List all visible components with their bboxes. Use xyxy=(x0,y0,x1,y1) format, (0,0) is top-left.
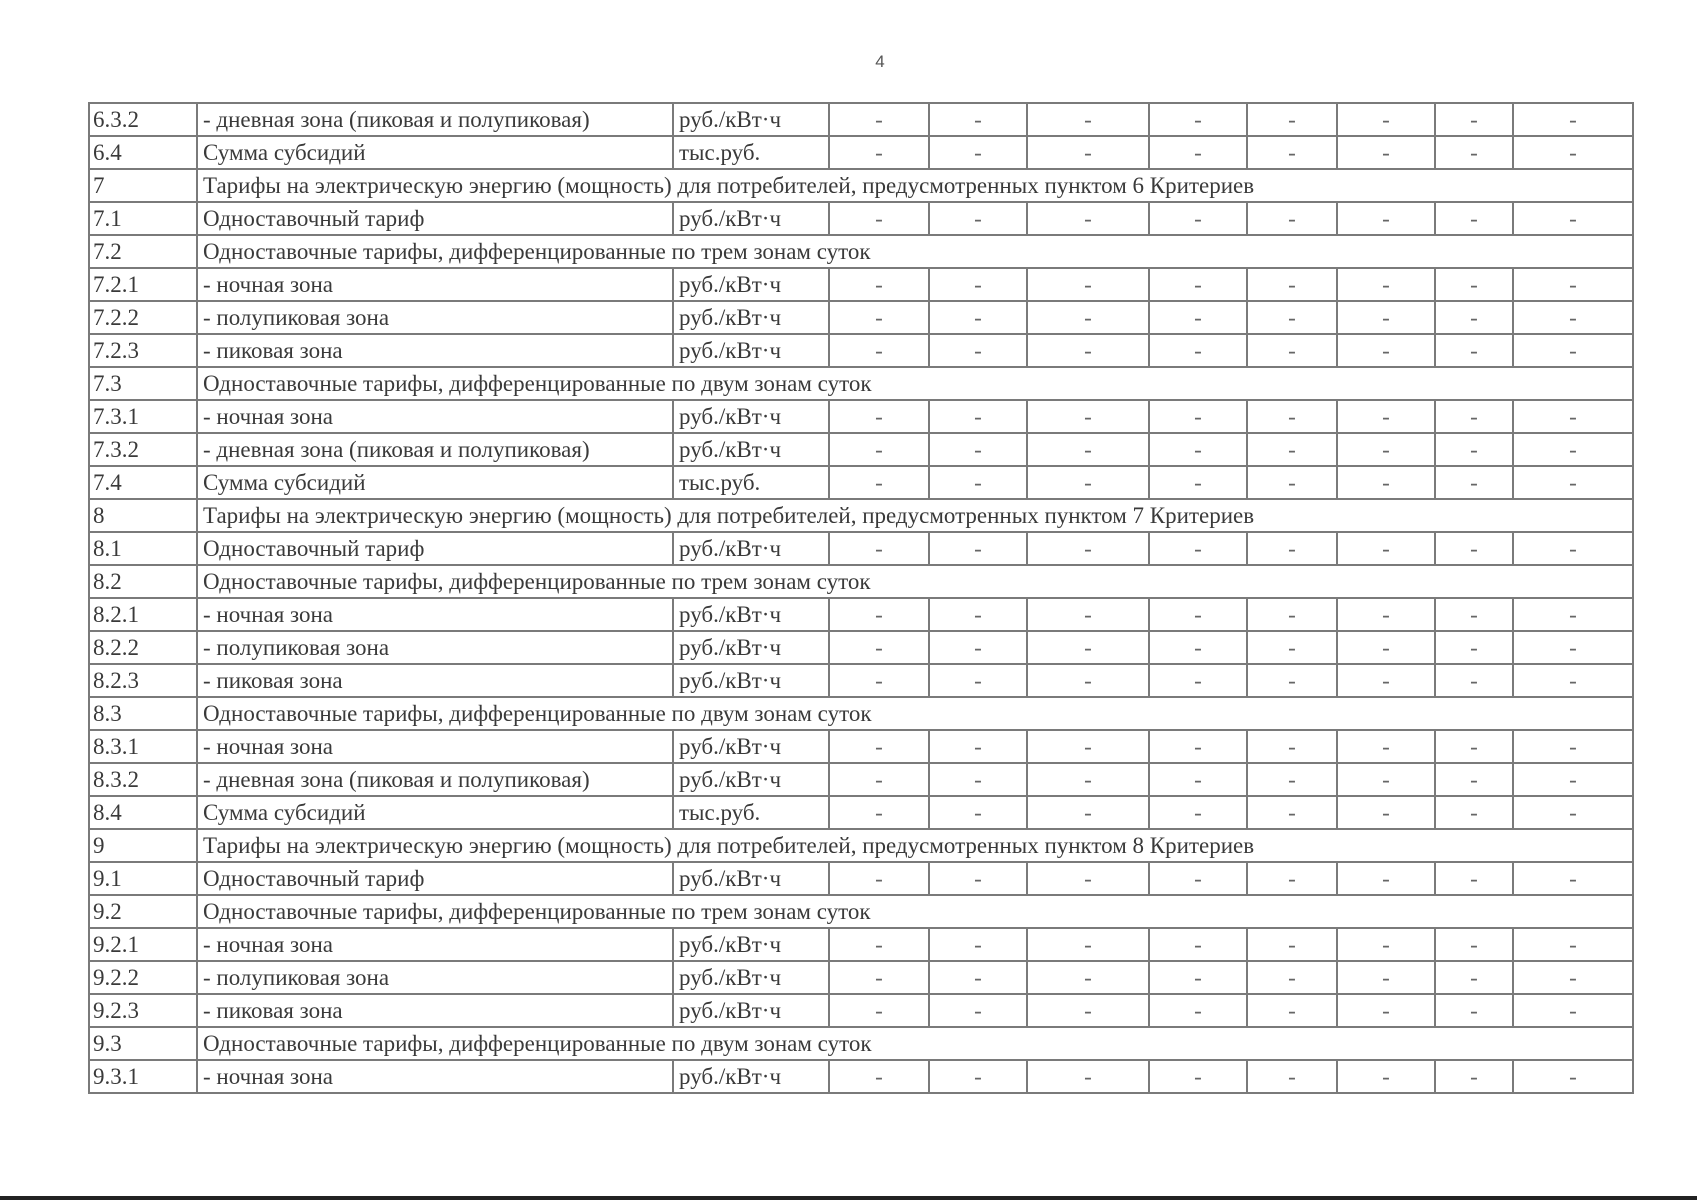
value-cell: - xyxy=(1513,763,1633,796)
unit: руб./кВт·ч xyxy=(673,268,829,301)
value-cell: - xyxy=(1027,862,1149,895)
indicator-name: - ночная зона xyxy=(197,928,673,961)
value-cell: - xyxy=(1435,730,1513,763)
value-cell: - xyxy=(1149,433,1247,466)
value-cell: - xyxy=(1027,532,1149,565)
table-row xyxy=(89,334,1633,367)
value-cell: - xyxy=(929,796,1027,829)
value-cell: - xyxy=(1435,433,1513,466)
row-number: 7.3 xyxy=(89,367,197,400)
row-number: 9.2.1 xyxy=(89,928,197,961)
value-cell: - xyxy=(1337,994,1435,1027)
value-cell: - xyxy=(829,730,929,763)
value-cell: - xyxy=(1247,994,1337,1027)
table-row xyxy=(89,103,1633,136)
row-number: 7 xyxy=(89,169,197,202)
value-cell: - xyxy=(1149,301,1247,334)
value-cell: - xyxy=(829,400,929,433)
value-cell: - xyxy=(1513,433,1633,466)
value-cell: - xyxy=(1027,631,1149,664)
value-cell: - xyxy=(1337,301,1435,334)
value-cell: - xyxy=(1149,1060,1247,1093)
row-number: 8.2.3 xyxy=(89,664,197,697)
unit: руб./кВт·ч xyxy=(673,961,829,994)
value-cell: - xyxy=(929,961,1027,994)
row-number: 7.2.3 xyxy=(89,334,197,367)
section-title: Тарифы на электрическую энергию (мощность) для потребителей, предусмотренных пунктом 8 Критериев xyxy=(197,829,1633,862)
value-cell: - xyxy=(1247,334,1337,367)
value-cell: - xyxy=(829,1060,929,1093)
value-cell: - xyxy=(1337,631,1435,664)
value-cell: - xyxy=(1149,763,1247,796)
indicator-name: - ночная зона xyxy=(197,400,673,433)
section-title: Одноставочные тарифы, дифференцированные по трем зонам суток xyxy=(197,235,1633,268)
value-cell: - xyxy=(1247,928,1337,961)
indicator-name: - пиковая зона xyxy=(197,664,673,697)
value-cell: - xyxy=(829,136,929,169)
value-cell: - xyxy=(1027,1060,1149,1093)
indicator-name: Одноставочный тариф xyxy=(197,862,673,895)
value-cell: - xyxy=(1513,862,1633,895)
value-cell: - xyxy=(1027,334,1149,367)
value-cell: - xyxy=(1435,136,1513,169)
row-number: 7.3.1 xyxy=(89,400,197,433)
row-number: 8.4 xyxy=(89,796,197,829)
table-row xyxy=(89,730,1633,763)
value-cell: - xyxy=(829,202,929,235)
value-cell: - xyxy=(1435,763,1513,796)
value-cell: - xyxy=(929,730,1027,763)
value-cell: - xyxy=(1435,961,1513,994)
value-cell: - xyxy=(1513,961,1633,994)
value-cell: - xyxy=(829,598,929,631)
value-cell: - xyxy=(1435,598,1513,631)
indicator-name: - полупиковая зона xyxy=(197,631,673,664)
table-row xyxy=(89,301,1633,334)
unit: тыс.руб. xyxy=(673,796,829,829)
value-cell: - xyxy=(1247,268,1337,301)
value-cell: - xyxy=(1247,664,1337,697)
value-cell: - xyxy=(1247,301,1337,334)
value-cell: - xyxy=(1149,994,1247,1027)
value-cell: - xyxy=(1027,202,1149,235)
value-cell: - xyxy=(829,994,929,1027)
value-cell: - xyxy=(1149,928,1247,961)
value-cell: - xyxy=(1513,103,1633,136)
value-cell: - xyxy=(1337,961,1435,994)
value-cell: - xyxy=(929,862,1027,895)
value-cell: - xyxy=(1149,796,1247,829)
row-number: 9 xyxy=(89,829,197,862)
value-cell: - xyxy=(929,301,1027,334)
value-cell: - xyxy=(1027,433,1149,466)
section-row xyxy=(89,499,1633,532)
section-row xyxy=(89,367,1633,400)
indicator-name: Сумма субсидий xyxy=(197,466,673,499)
unit: руб./кВт·ч xyxy=(673,994,829,1027)
value-cell: - xyxy=(1435,928,1513,961)
value-cell: - xyxy=(1149,202,1247,235)
value-cell: - xyxy=(1513,796,1633,829)
unit: руб./кВт·ч xyxy=(673,103,829,136)
value-cell: - xyxy=(1337,763,1435,796)
table-row xyxy=(89,202,1633,235)
unit: руб./кВт·ч xyxy=(673,532,829,565)
value-cell: - xyxy=(1337,928,1435,961)
row-number: 8.3 xyxy=(89,697,197,730)
row-number: 8.3.2 xyxy=(89,763,197,796)
value-cell: - xyxy=(1435,532,1513,565)
value-cell: - xyxy=(1027,730,1149,763)
value-cell: - xyxy=(1435,466,1513,499)
value-cell: - xyxy=(1435,1060,1513,1093)
section-title: Тарифы на электрическую энергию (мощность) для потребителей, предусмотренных пунктом 7 Критериев xyxy=(197,499,1633,532)
table-row xyxy=(89,862,1633,895)
value-cell: - xyxy=(1149,862,1247,895)
value-cell: - xyxy=(1435,631,1513,664)
value-cell: - xyxy=(1247,103,1337,136)
table-row xyxy=(89,1060,1633,1093)
table-row xyxy=(89,400,1633,433)
section-row xyxy=(89,1027,1633,1060)
value-cell: - xyxy=(829,763,929,796)
row-number: 9.3.1 xyxy=(89,1060,197,1093)
indicator-name: - дневная зона (пиковая и полупиковая) xyxy=(197,763,673,796)
value-cell: - xyxy=(929,928,1027,961)
value-cell: - xyxy=(829,631,929,664)
value-cell: - xyxy=(1337,268,1435,301)
scan-edge-line xyxy=(0,1196,1697,1200)
value-cell: - xyxy=(1337,433,1435,466)
indicator-name: Сумма субсидий xyxy=(197,136,673,169)
section-row xyxy=(89,895,1633,928)
table-row xyxy=(89,994,1633,1027)
table-row xyxy=(89,136,1633,169)
value-cell: - xyxy=(829,334,929,367)
value-cell: - xyxy=(929,763,1027,796)
value-cell: - xyxy=(929,994,1027,1027)
indicator-name: - дневная зона (пиковая и полупиковая) xyxy=(197,103,673,136)
row-number: 8 xyxy=(89,499,197,532)
value-cell: - xyxy=(1337,136,1435,169)
value-cell: - xyxy=(829,301,929,334)
value-cell: - xyxy=(1149,961,1247,994)
row-number: 8.3.1 xyxy=(89,730,197,763)
value-cell: - xyxy=(1149,730,1247,763)
row-number: 8.2.2 xyxy=(89,631,197,664)
unit: руб./кВт·ч xyxy=(673,730,829,763)
value-cell: - xyxy=(1513,400,1633,433)
value-cell: - xyxy=(1435,202,1513,235)
value-cell: - xyxy=(929,598,1027,631)
section-title: Одноставочные тарифы, дифференцированные по двум зонам суток xyxy=(197,367,1633,400)
row-number: 6.3.2 xyxy=(89,103,197,136)
value-cell: - xyxy=(1149,532,1247,565)
table-row xyxy=(89,631,1633,664)
value-cell: - xyxy=(1337,862,1435,895)
row-number: 7.1 xyxy=(89,202,197,235)
value-cell: - xyxy=(829,796,929,829)
value-cell: - xyxy=(1027,598,1149,631)
value-cell: - xyxy=(1149,400,1247,433)
indicator-name: - полупиковая зона xyxy=(197,301,673,334)
section-row xyxy=(89,829,1633,862)
value-cell: - xyxy=(1149,334,1247,367)
indicator-name: - ночная зона xyxy=(197,730,673,763)
value-cell: - xyxy=(1149,103,1247,136)
value-cell: - xyxy=(1337,598,1435,631)
value-cell: - xyxy=(929,532,1027,565)
section-title: Одноставочные тарифы, дифференцированные по двум зонам суток xyxy=(197,1027,1633,1060)
value-cell: - xyxy=(1513,1060,1633,1093)
row-number: 8.1 xyxy=(89,532,197,565)
value-cell: - xyxy=(1247,400,1337,433)
value-cell: - xyxy=(1435,400,1513,433)
value-cell: - xyxy=(1513,631,1633,664)
row-number: 9.2.2 xyxy=(89,961,197,994)
value-cell: - xyxy=(829,466,929,499)
unit: руб./кВт·ч xyxy=(673,928,829,961)
value-cell: - xyxy=(1513,664,1633,697)
indicator-name: Сумма субсидий xyxy=(197,796,673,829)
indicator-name: Одноставочный тариф xyxy=(197,532,673,565)
value-cell: - xyxy=(1027,103,1149,136)
value-cell: - xyxy=(829,928,929,961)
table-row xyxy=(89,466,1633,499)
value-cell: - xyxy=(1513,598,1633,631)
value-cell: - xyxy=(929,664,1027,697)
section-row xyxy=(89,565,1633,598)
value-cell: - xyxy=(1027,763,1149,796)
value-cell: - xyxy=(1247,862,1337,895)
value-cell: - xyxy=(1435,103,1513,136)
value-cell: - xyxy=(1513,994,1633,1027)
value-cell: - xyxy=(1513,301,1633,334)
value-cell: - xyxy=(1435,334,1513,367)
value-cell: - xyxy=(929,103,1027,136)
section-title: Одноставочные тарифы, дифференцированные по трем зонам суток xyxy=(197,565,1633,598)
value-cell: - xyxy=(1247,136,1337,169)
value-cell: - xyxy=(1247,532,1337,565)
value-cell: - xyxy=(1435,268,1513,301)
value-cell: - xyxy=(1513,532,1633,565)
table-row xyxy=(89,796,1633,829)
value-cell: - xyxy=(829,103,929,136)
table-row xyxy=(89,532,1633,565)
value-cell: - xyxy=(1247,466,1337,499)
value-cell: - xyxy=(1149,631,1247,664)
value-cell: - xyxy=(1247,961,1337,994)
table-row xyxy=(89,433,1633,466)
value-cell: - xyxy=(929,268,1027,301)
section-title: Одноставочные тарифы, дифференцированные по двум зонам суток xyxy=(197,697,1633,730)
value-cell: - xyxy=(1337,1060,1435,1093)
value-cell: - xyxy=(929,136,1027,169)
unit: руб./кВт·ч xyxy=(673,301,829,334)
unit: руб./кВт·ч xyxy=(673,664,829,697)
value-cell: - xyxy=(1513,136,1633,169)
table-row xyxy=(89,928,1633,961)
table-row xyxy=(89,598,1633,631)
unit: руб./кВт·ч xyxy=(673,763,829,796)
indicator-name: - пиковая зона xyxy=(197,994,673,1027)
value-cell: - xyxy=(1247,433,1337,466)
value-cell: - xyxy=(1027,664,1149,697)
value-cell: - xyxy=(929,202,1027,235)
value-cell: - xyxy=(1027,400,1149,433)
value-cell: - xyxy=(1435,796,1513,829)
value-cell: - xyxy=(1337,334,1435,367)
unit: руб./кВт·ч xyxy=(673,334,829,367)
section-row xyxy=(89,235,1633,268)
value-cell: - xyxy=(1337,664,1435,697)
section-title: Одноставочные тарифы, дифференцированные по трем зонам суток xyxy=(197,895,1633,928)
table-row xyxy=(89,664,1633,697)
value-cell: - xyxy=(929,466,1027,499)
value-cell: - xyxy=(1513,334,1633,367)
value-cell: - xyxy=(1247,202,1337,235)
value-cell: - xyxy=(1337,532,1435,565)
value-cell: - xyxy=(1247,796,1337,829)
value-cell: - xyxy=(929,334,1027,367)
value-cell: - xyxy=(1027,301,1149,334)
row-number: 8.2 xyxy=(89,565,197,598)
unit: руб./кВт·ч xyxy=(673,631,829,664)
unit: руб./кВт·ч xyxy=(673,1060,829,1093)
unit: руб./кВт·ч xyxy=(673,400,829,433)
value-cell: - xyxy=(1247,598,1337,631)
value-cell: - xyxy=(929,1060,1027,1093)
value-cell: - xyxy=(1149,466,1247,499)
table-body xyxy=(89,103,1633,1093)
value-cell: - xyxy=(1337,796,1435,829)
value-cell: - xyxy=(1513,202,1633,235)
value-cell: - xyxy=(1513,466,1633,499)
value-cell: - xyxy=(1435,862,1513,895)
unit: руб./кВт·ч xyxy=(673,598,829,631)
section-title: Тарифы на электрическую энергию (мощность) для потребителей, предусмотренных пунктом 6 Критериев xyxy=(197,169,1633,202)
value-cell: - xyxy=(829,433,929,466)
value-cell: - xyxy=(1149,136,1247,169)
indicator-name: - дневная зона (пиковая и полупиковая) xyxy=(197,433,673,466)
indicator-name: - ночная зона xyxy=(197,598,673,631)
value-cell: - xyxy=(829,862,929,895)
indicator-name: - полупиковая зона xyxy=(197,961,673,994)
unit: руб./кВт·ч xyxy=(673,433,829,466)
value-cell: - xyxy=(1435,994,1513,1027)
value-cell: - xyxy=(1435,664,1513,697)
value-cell: - xyxy=(1247,1060,1337,1093)
value-cell: - xyxy=(1247,631,1337,664)
value-cell: - xyxy=(1027,994,1149,1027)
value-cell: - xyxy=(1513,730,1633,763)
page-number: 4 xyxy=(875,52,885,71)
value-cell: - xyxy=(1247,763,1337,796)
value-cell: - xyxy=(1149,598,1247,631)
indicator-name: Одноставочный тариф xyxy=(197,202,673,235)
row-number: 7.4 xyxy=(89,466,197,499)
value-cell: - xyxy=(1149,664,1247,697)
indicator-name: - пиковая зона xyxy=(197,334,673,367)
unit: руб./кВт·ч xyxy=(673,202,829,235)
section-row xyxy=(89,169,1633,202)
section-row xyxy=(89,697,1633,730)
value-cell: - xyxy=(1027,268,1149,301)
value-cell: - xyxy=(1337,202,1435,235)
value-cell: - xyxy=(1337,103,1435,136)
table-row xyxy=(89,763,1633,796)
value-cell: - xyxy=(1337,400,1435,433)
value-cell: - xyxy=(829,961,929,994)
value-cell: - xyxy=(1247,730,1337,763)
value-cell: - xyxy=(1027,928,1149,961)
value-cell: - xyxy=(1027,796,1149,829)
row-number: 9.1 xyxy=(89,862,197,895)
value-cell: - xyxy=(1513,928,1633,961)
tariff-table xyxy=(88,102,1634,1094)
value-cell: - xyxy=(1337,466,1435,499)
row-number: 6.4 xyxy=(89,136,197,169)
value-cell: - xyxy=(829,664,929,697)
unit: тыс.руб. xyxy=(673,136,829,169)
unit: руб./кВт·ч xyxy=(673,862,829,895)
row-number: 9.2 xyxy=(89,895,197,928)
value-cell: - xyxy=(829,532,929,565)
value-cell: - xyxy=(1027,466,1149,499)
row-number: 7.2 xyxy=(89,235,197,268)
value-cell: - xyxy=(1149,268,1247,301)
value-cell: - xyxy=(929,433,1027,466)
value-cell: - xyxy=(1337,730,1435,763)
indicator-name: - ночная зона xyxy=(197,1060,673,1093)
value-cell: - xyxy=(1027,961,1149,994)
row-number: 9.2.3 xyxy=(89,994,197,1027)
value-cell: - xyxy=(1513,268,1633,301)
table-row xyxy=(89,961,1633,994)
value-cell: - xyxy=(929,400,1027,433)
row-number: 8.2.1 xyxy=(89,598,197,631)
row-number: 7.2.2 xyxy=(89,301,197,334)
value-cell: - xyxy=(929,631,1027,664)
row-number: 7.2.1 xyxy=(89,268,197,301)
value-cell: - xyxy=(1027,136,1149,169)
unit: тыс.руб. xyxy=(673,466,829,499)
table-row xyxy=(89,268,1633,301)
row-number: 7.3.2 xyxy=(89,433,197,466)
value-cell: - xyxy=(1435,301,1513,334)
row-number: 9.3 xyxy=(89,1027,197,1060)
indicator-name: - ночная зона xyxy=(197,268,673,301)
value-cell: - xyxy=(829,268,929,301)
